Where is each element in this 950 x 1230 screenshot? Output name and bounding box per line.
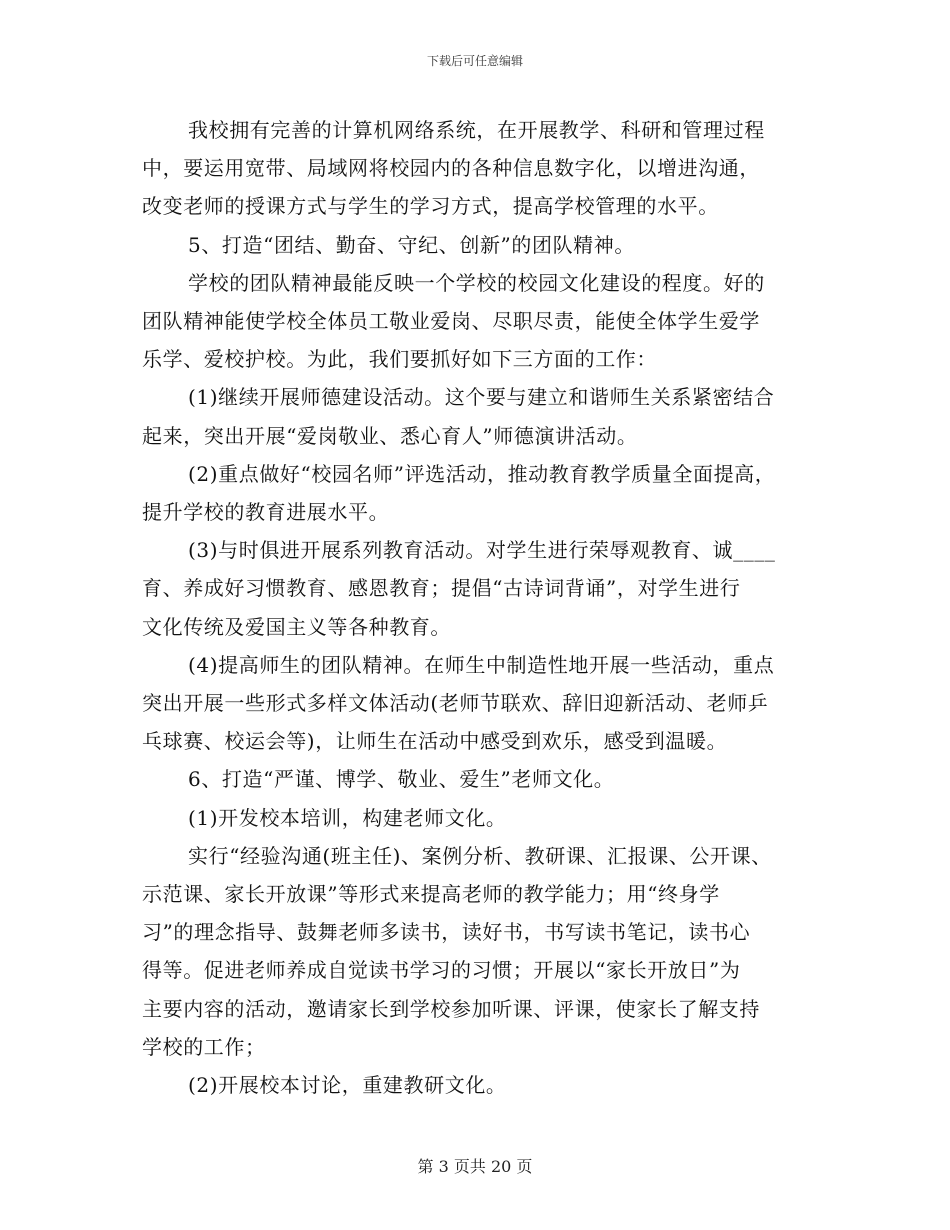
paragraph-line: 团队精神能使学校全体员工敬业爱岗、尽职尽责，能使全体学生爱学 bbox=[142, 309, 760, 334]
list-item-line: (1)开发校本培训，构建老师文化。 bbox=[188, 805, 507, 830]
paragraph-line: 示范课、家长开放课”等形式来提高老师的教学能力；用“终身学 bbox=[142, 882, 720, 907]
paragraph-line: 学校的工作； bbox=[142, 1034, 266, 1059]
list-item-line: 提升学校的教育进展水平。 bbox=[142, 500, 390, 525]
section-heading: 6、打造“严谨、博学、敬业、爱生”老师文化。 bbox=[188, 767, 615, 792]
page-header: 下载后可任意编辑 bbox=[426, 54, 523, 68]
paragraph-line: 习”的理念指导、鼓舞老师多读书，读好书，书写读书笔记，读书心 bbox=[142, 920, 751, 945]
paragraph-line: 实行“经验沟通(班主任)、案例分析、教研课、汇报课、公开课、 bbox=[188, 843, 772, 868]
list-item-line: 起来，突出开展“爱岗敬业、悉心育人”师德演讲活动。 bbox=[142, 423, 638, 448]
list-item-line: (2)开展校本讨论，重建教研文化。 bbox=[188, 1073, 507, 1098]
paragraph-line: 得等。促进老师养成自觉读书学习的习惯；开展以“家长开放日”为 bbox=[142, 958, 741, 983]
page-number: 第 3 页共 20 页 bbox=[417, 1157, 533, 1176]
section-heading: 5、打造“团结、勤奋、守纪、创新”的团队精神。 bbox=[188, 232, 635, 257]
document-body bbox=[142, 111, 812, 1104]
paragraph-line: 主要内容的活动，邀请家长到学校参加听课、评课，使家长了解支持 bbox=[142, 996, 760, 1021]
paragraph-line: 中，要运用宽带、局域网将校园内的各种信息数字化，以增进沟通， bbox=[142, 156, 760, 181]
list-item-line: (2)重点做好“校园名师”评选活动，推动教育教学质量全面提高， bbox=[188, 461, 776, 486]
list-item-line: 乓球赛、校运会等)，让师生在活动中感受到欢乐，感受到温暖。 bbox=[142, 729, 728, 754]
list-item-line: (4)提高师生的团队精神。在师生中制造性地开展一些活动，重点 bbox=[188, 652, 775, 677]
paragraph-line: 我校拥有完善的计算机网络系统，在开展教学、科研和管理过程 bbox=[188, 118, 765, 142]
list-item-line: 突出开展一些形式多样文体活动(老师节联欢、辞旧迎新活动、老师乒 bbox=[142, 691, 769, 716]
list-item-line: (3)与时俱进开展系列教育活动。对学生进行荣辱观教育、诚____ bbox=[188, 538, 776, 563]
paragraph-line: 改变老师的授课方式与学生的学习方式，提高学校管理的水平。 bbox=[142, 194, 719, 219]
paragraph-line: 学校的团队精神最能反映一个学校的校园文化建设的程度。好的 bbox=[188, 270, 765, 295]
paragraph-line: 乐学、爱校护校。为此，我们要抓好如下三方面的工作： bbox=[142, 347, 657, 372]
list-item-line: (1)继续开展师德建设活动。这个要与建立和谐师生关系紧密结合 bbox=[188, 385, 775, 410]
list-item-line: 文化传统及爱国主义等各种教育。 bbox=[142, 614, 451, 639]
list-item-line: 育、养成好习惯教育、感恩教育；提倡“古诗词背诵”，对学生进行 bbox=[142, 576, 741, 601]
